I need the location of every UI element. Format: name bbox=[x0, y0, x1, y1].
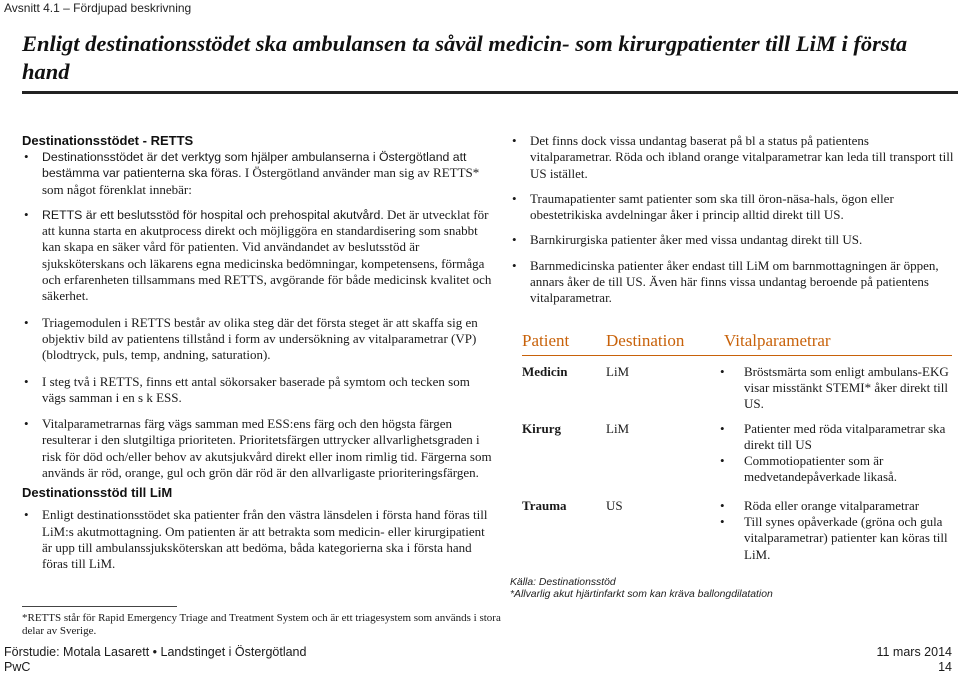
heading-retts: Destinationsstödet - RETTS bbox=[22, 133, 194, 148]
list-item bbox=[22, 374, 496, 407]
list-item bbox=[510, 133, 954, 182]
bullet-icon: • bbox=[24, 373, 29, 389]
table-row bbox=[510, 498, 954, 563]
text-serif: I Östergötland använder man sig av RETTS* som något förenklat innebär: bbox=[42, 165, 480, 197]
header-divider bbox=[522, 355, 952, 356]
list-item bbox=[22, 507, 496, 572]
list-item-text: Barnmedicinska patienter åker endast till LiM om barnmottagningen är öppen, annars åker de till US. Även här finns vissa undantag beroende på patientens vitalparametrar. bbox=[530, 257, 939, 306]
text-serif: Det är utvecklat för att kunna starta en akutprocess direkt och möjliggöra en standardisering som snabbt kan skapa en säker vård för patienten. Vid användandet av beslutsstöd är sjuksköterskans och läkarens egna medicinska bedömningar, kompetensens, förmåga och erfarenheten tillsammans med RETTS, avgörande för både medicinsk kvalitet och säkerhet. bbox=[42, 206, 492, 304]
list-item bbox=[510, 232, 954, 248]
list-item-text: Traumapatienter samt patienter som ska till öron-näsa-hals, ögon eller obestetrikiska avdelningar åker i princip alltid direkt till US. bbox=[530, 190, 894, 223]
exceptions-list bbox=[510, 133, 954, 307]
bullet-icon: • bbox=[512, 257, 517, 273]
cell-notes bbox=[716, 498, 952, 563]
cell-destination: US bbox=[606, 497, 623, 513]
table-header bbox=[510, 331, 954, 351]
footer-project: Förstudie: Motala Lasarett • Landstinget i Östergötland bbox=[4, 645, 307, 659]
bullet-icon: • bbox=[512, 190, 517, 206]
header-destination: Destination bbox=[606, 330, 685, 350]
cell-notes bbox=[716, 421, 952, 486]
table-sources bbox=[510, 577, 954, 602]
page-title: Enligt destinationsstödet ska ambulansen ta såväl medicin- som kirurgpatienter till LiM i första hand bbox=[22, 31, 908, 84]
list-item-text: Det finns dock vissa undantag baserat på bl a status på patientens vitalparametrar. Röda och ibland orange vitalparametrar kan leda till transport till US istället. bbox=[530, 133, 954, 181]
bullet-icon: • bbox=[24, 149, 29, 164]
note-item bbox=[716, 364, 952, 413]
lim-list bbox=[22, 507, 496, 572]
retts-footnote: *RETTS står för Rapid Emergency Triage and Treatment System och är ett triagesystem som används i stora delar av Sverige. bbox=[22, 612, 501, 637]
list-item-text: Barnkirurgiska patienter åker med vissa undantag direkt till US. bbox=[530, 232, 863, 248]
source-note: Källa: Destinationsstöd bbox=[510, 576, 616, 588]
text-sans: RETTS är ett beslutsstöd för hospital och prehospital akutvård. bbox=[42, 207, 384, 222]
note-item bbox=[716, 453, 952, 486]
list-item-text: Enligt destinationsstödet ska patienter från den västra länsdelen i första hand föras till LiM:s akutmottagning. Om patienten är att betrakta som medicin- eller kirurgipatient är upp till ambulanssjuksköterskan att bedöma, båda kategorierna ska i första hand föras till LiM. bbox=[42, 507, 488, 572]
list-item bbox=[510, 191, 954, 224]
note-text: Commotiopatienter som är medvetandepåverkade likaså. bbox=[744, 453, 898, 485]
footer-left bbox=[4, 645, 306, 675]
cell-patient: Trauma bbox=[522, 497, 567, 513]
cell-patient: Kirurg bbox=[522, 420, 561, 436]
left-column bbox=[22, 133, 496, 573]
text-sans: Destinationsstödet är det verktyg som hjälper ambulanserna i Östergötland att bestämma var patienterna ska föras. bbox=[42, 150, 467, 181]
note-item bbox=[716, 421, 952, 454]
list-item bbox=[22, 149, 496, 198]
note-text: Till synes opåverkade (gröna och gula vitalparametrar) patienter kan köras till LiM. bbox=[744, 514, 948, 562]
list-item bbox=[22, 315, 496, 364]
destination-table bbox=[510, 331, 954, 602]
bullet-icon: • bbox=[720, 453, 725, 469]
bullet-icon: • bbox=[24, 507, 29, 523]
cell-destination: LiM bbox=[606, 420, 630, 436]
bullet-icon: • bbox=[720, 363, 725, 379]
note-item bbox=[716, 514, 952, 563]
list-item-text: Triagemodulen i RETTS består av olika steg där det första steget är att skaffa sig en objektiv bild av patientens tillstånd i form av undersökning av vitalparametrar (VP) (blodtryck, puls, temp, andning, saturation). bbox=[42, 314, 478, 363]
bullet-icon: • bbox=[512, 133, 517, 148]
bullet-icon: • bbox=[720, 497, 725, 513]
cell-patient: Medicin bbox=[522, 363, 568, 379]
list-item-text: I steg två i RETTS, finns ett antal sökorsaker baserade på symtom och tecken som vägs samman i en s k ESS. bbox=[42, 373, 470, 405]
note-item bbox=[716, 498, 952, 514]
footer-company: PwC bbox=[4, 660, 31, 674]
bullet-icon: • bbox=[24, 206, 29, 222]
stemi-footnote: *Allvarlig akut hjärtinfarkt som kan kräva ballongdilatation bbox=[510, 589, 773, 601]
list-item bbox=[510, 258, 954, 307]
header-patient: Patient bbox=[522, 330, 570, 350]
list-item-text: Vitalparametrarnas färg vägs samman med ESS:ens färg och den högsta färgen resulterar i den slutgiltiga prioriteten. Prioritetsfärgen uttrycker allvarlighetsgraden i risk för död och/eller behov av akutsjukvård direkt eller inom rimlig tid. Färgerna som används är röd, orange, gul och grön där röd är den allvarligaste prioriteringsfärgen. bbox=[42, 416, 492, 481]
right-column bbox=[510, 133, 954, 602]
bullet-icon: • bbox=[24, 416, 29, 432]
cell-notes bbox=[716, 364, 952, 413]
header-vitalparametrar: Vitalparametrar bbox=[724, 330, 831, 350]
list-item bbox=[22, 416, 496, 481]
page-number: 14 bbox=[938, 660, 952, 674]
note-text: Bröstsmärta som enligt ambulans-EKG visar misstänkt STEMI* åker direkt till US. bbox=[744, 363, 949, 412]
footer-right bbox=[876, 645, 952, 675]
list-item bbox=[22, 207, 496, 305]
footer-date: 11 mars 2014 bbox=[876, 645, 952, 659]
bullet-icon: • bbox=[720, 420, 725, 436]
table-row bbox=[510, 364, 954, 413]
heading-lim: Destinationsstöd till LiM bbox=[22, 485, 173, 501]
cell-destination: LiM bbox=[606, 363, 630, 379]
retts-list bbox=[22, 149, 496, 481]
note-text: Patienter med röda vitalparametrar ska direkt till US bbox=[744, 420, 946, 452]
bullet-icon: • bbox=[24, 314, 29, 330]
title-divider bbox=[22, 91, 958, 94]
bullet-icon: • bbox=[720, 514, 725, 530]
footnote-divider bbox=[22, 606, 177, 607]
table-row bbox=[510, 421, 954, 486]
section-label: Avsnitt 4.1 – Fördjupad beskrivning bbox=[4, 1, 192, 15]
bullet-icon: • bbox=[512, 232, 517, 248]
note-text: Röda eller orange vitalparametrar bbox=[744, 497, 920, 513]
